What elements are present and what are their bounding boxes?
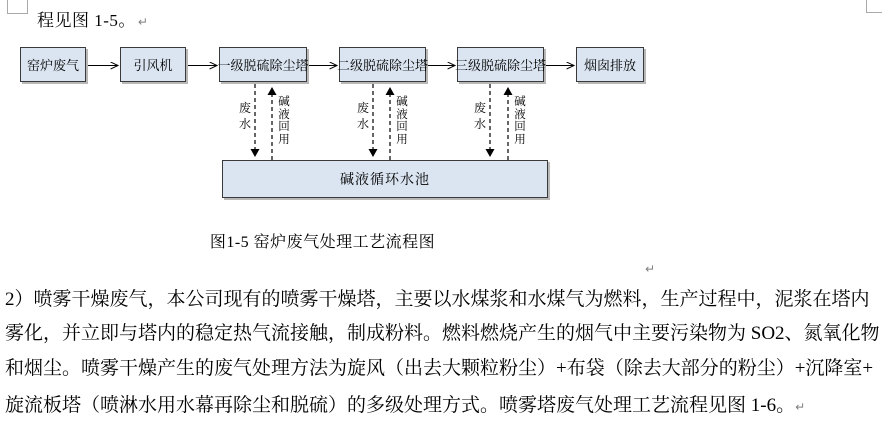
intro-text-line [37, 6, 148, 31]
paragraph-line: 和烟尘。喷雾干燥产生的废气处理方法为旋风（出去大颗粒粉尘）+布袋（除去大部分的粉尘）+沉降室+ [5, 358, 874, 379]
waste-water-label: 废水 [473, 101, 486, 131]
flow-node-kiln-waste-gas [20, 47, 86, 82]
waste-water-label: 废水 [356, 101, 369, 131]
flow-node-label: 碱液循环水池 [340, 173, 430, 188]
cropped-textbox-corner-left [7, 0, 28, 14]
flow-node-label: 二级脱硫除尘塔 [337, 58, 429, 73]
flow-node-label: 一级脱硫除尘塔 [217, 58, 309, 73]
alkali-return-label: 碱液回用 [396, 96, 408, 146]
paragraph-line: 2）喷雾干燥废气，本公司现有的喷雾干燥塔，主要以水煤浆和水煤气为燃料，生产过程中，泥浆在塔内 [5, 289, 870, 310]
cropped-textbox-corner-right [866, 0, 882, 13]
flow-node-label: 烟囱排放 [583, 58, 636, 73]
paragraph-line [5, 393, 805, 420]
flow-node-alkali-circulation-pool [222, 160, 548, 198]
flow-node-label: 引风机 [133, 58, 173, 73]
waste-water-label: 废水 [238, 101, 251, 131]
intro-text: 程见图 1-5。 [37, 11, 136, 30]
flow-node-label: 窑炉废气 [26, 58, 79, 73]
flow-node-label: 三级脱硫除尘塔 [455, 58, 547, 73]
alkali-return-label: 碱液回用 [278, 96, 290, 146]
flow-node-chimney-discharge [576, 47, 644, 82]
flow-node-stage1-tower [219, 47, 307, 82]
flow-node-induced-draft-fan [120, 47, 186, 82]
paragraph-line: 雾化，并立即与塔内的稳定热气流接触，制成粉料。燃料燃烧产生的烟气中主要污染物为 SO2、氮氧化物 [5, 323, 880, 344]
flow-node-stage3-tower [455, 47, 547, 82]
flow-node-stage2-tower [337, 47, 429, 82]
figure-caption: 图1-5 窑炉废气处理工艺流程图 [209, 234, 436, 251]
paragraph-mark-icon: ↵ [645, 262, 656, 276]
paragraph-mark-icon: ↵ [137, 15, 149, 29]
paragraph-mark-icon: ↵ [795, 400, 806, 414]
paragraph-line-text: 旋流板塔（喷淋水用水幕再除尘和脱硫）的多级处理方式。喷雾塔废气处理工艺流程见图 1-6。 [5, 395, 796, 416]
alkali-return-label: 碱液回用 [514, 96, 526, 146]
